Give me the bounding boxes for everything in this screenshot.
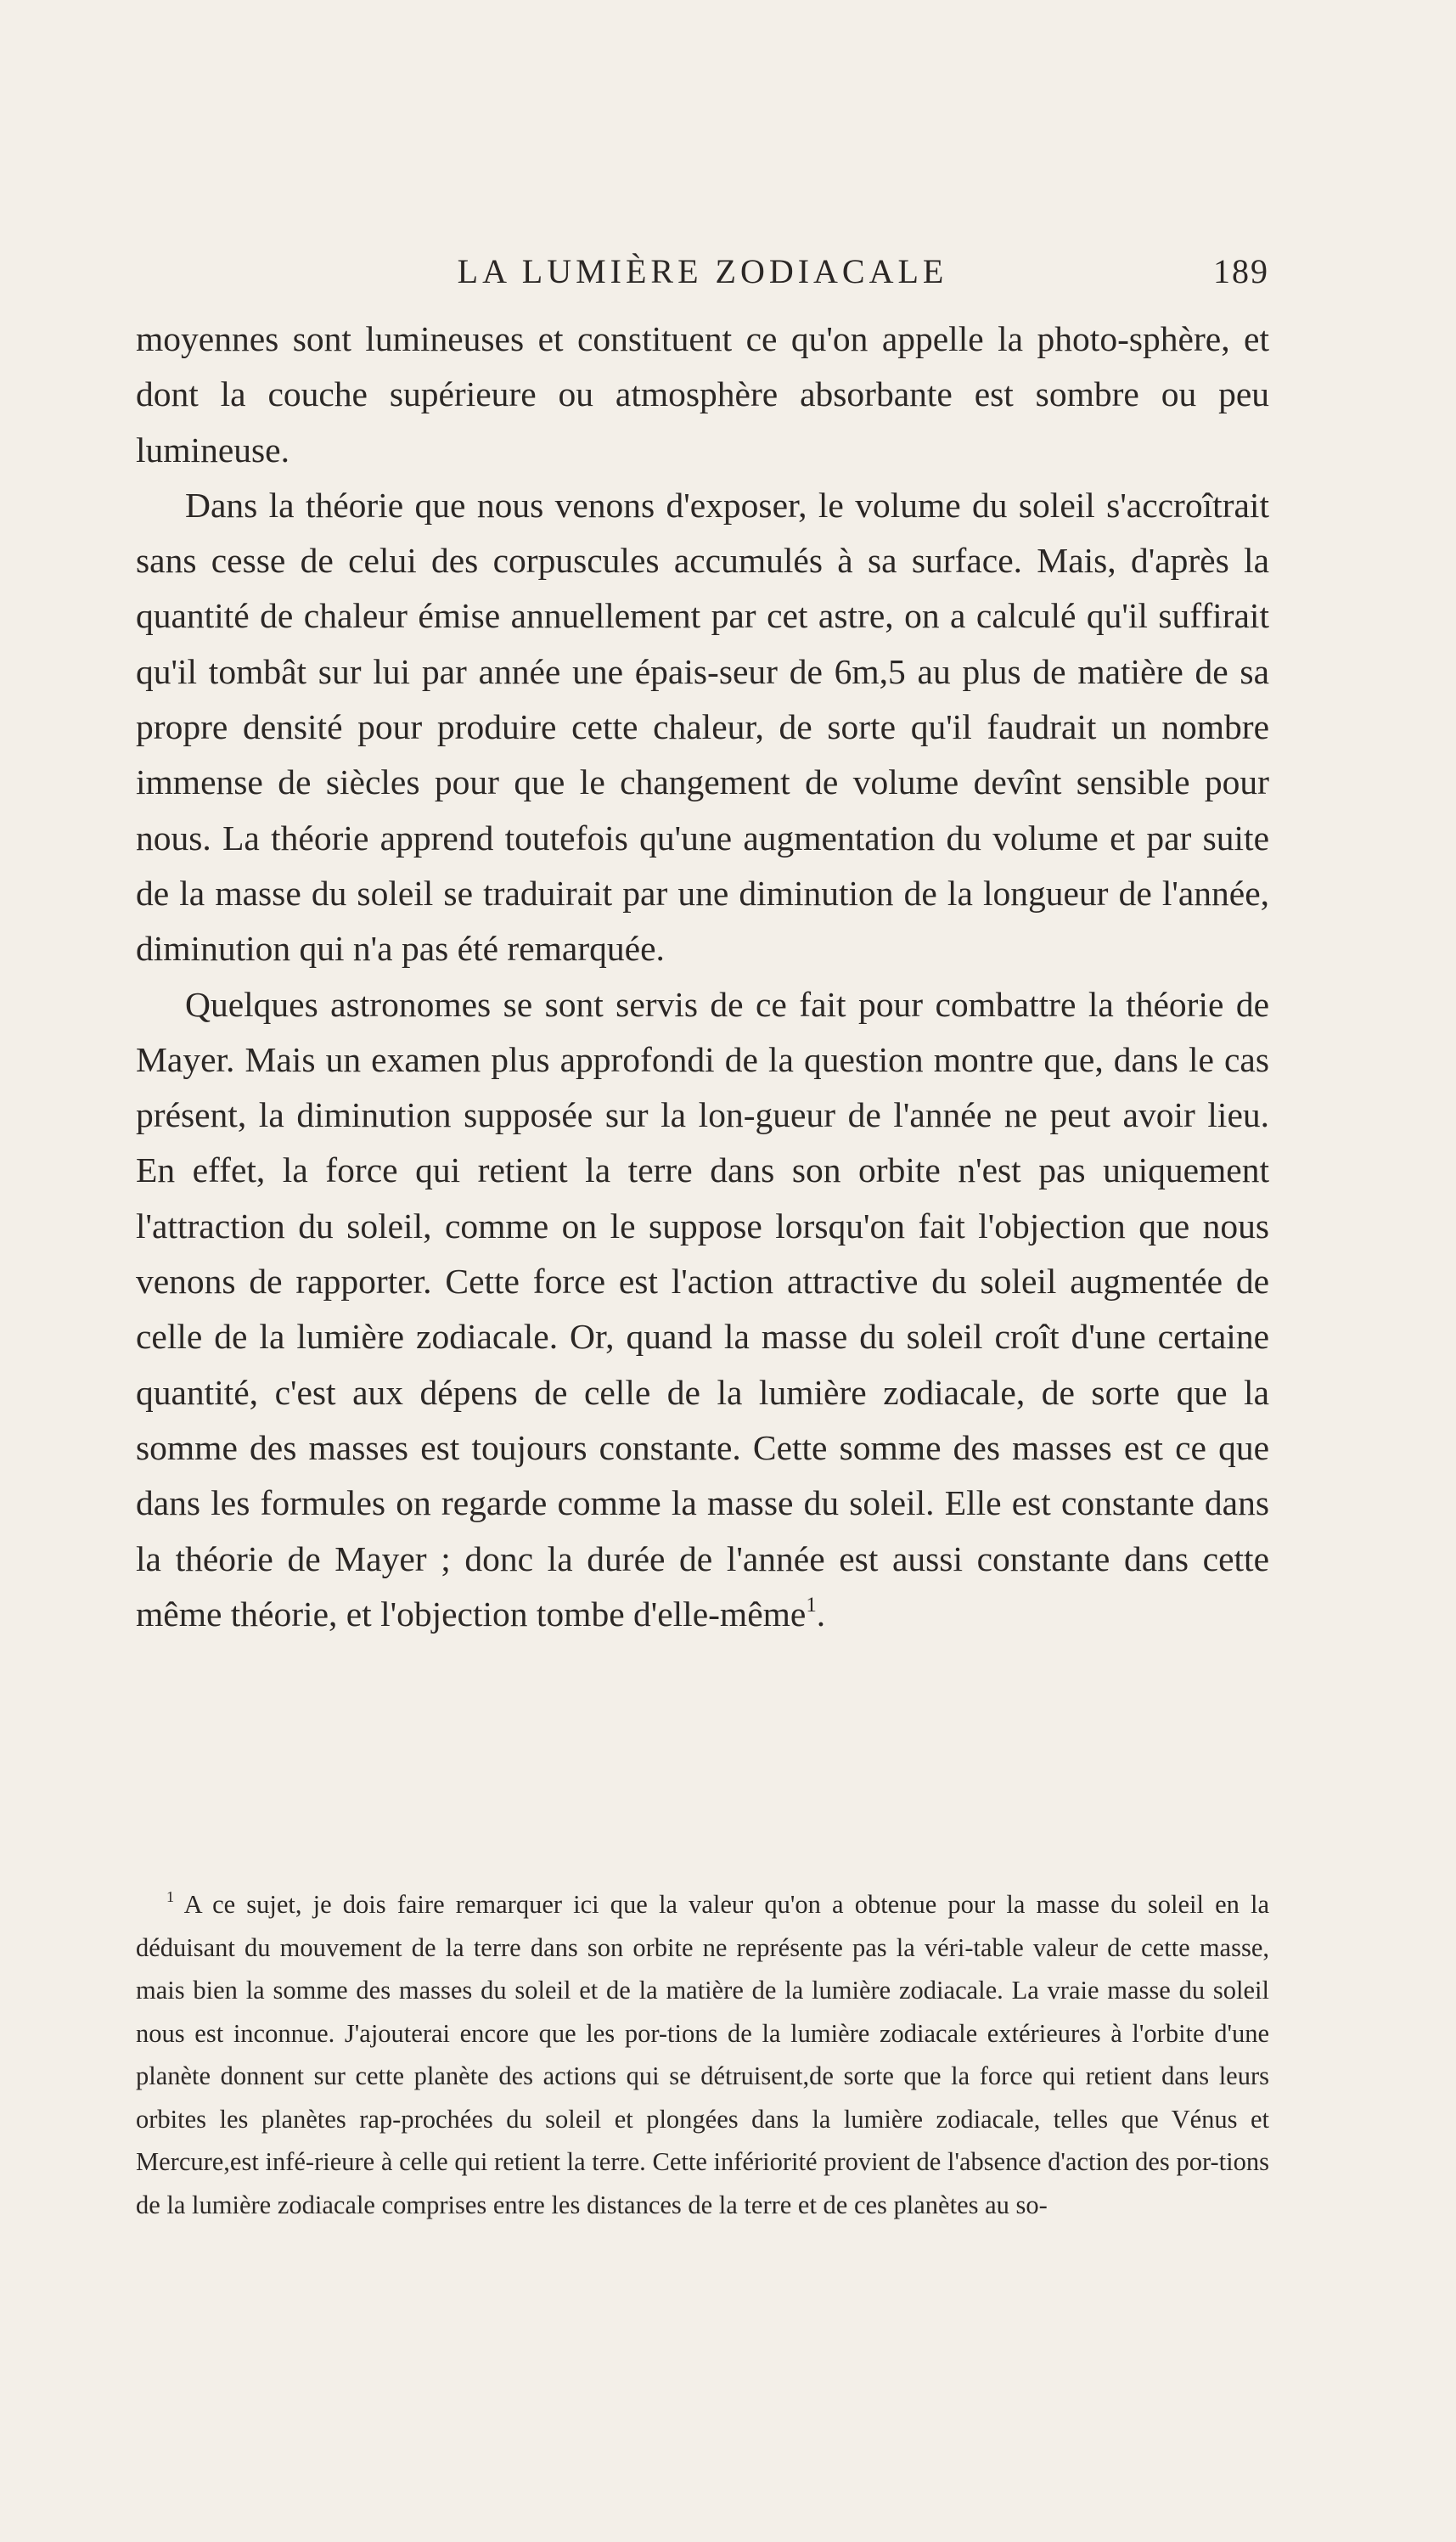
- running-head: [136, 251, 1269, 302]
- paragraph-3-text: Quelques astronomes se sont servis de ce fait pour combattre la théorie de Mayer. Mais un examen plus approfondi de la question montre que, dans le cas présent, la diminution supposée sur la lon-gueur de l'année ne peut avoir lieu. En effet, la force qui retient la terre dans son orbite n'est pas uniquement l'attraction du soleil, comme on le suppose lorsqu'on fait l'objection que nous venons de rapporter. Cette force est l'action attractive du soleil augmentée de celle de la lumière zodiacale. Or, quand la masse du soleil croît d'une certaine quantité, c'est aux dépens de celle de la lumière zodiacale, de sorte que la somme des masses est toujours constante. Cette somme des masses est ce que dans les formules on regarde comme la masse du soleil. Elle est constante dans la théorie de Mayer ; donc la durée de l'année est aussi constante dans cette même théorie, et l'objection tombe d'elle-même: [136, 984, 1269, 1634]
- footnote-text: A ce sujet, je dois faire remarquer ici que la valeur qu'on a obtenue pour la masse du soleil en la déduisant du mouvement de la terre dans son orbite ne représente pas la véri-table valeur de cette masse, mais bien la somme des masses du soleil et de la matière de la lumière zodiacale. La vraie masse du soleil nous est inconnue. J'ajouterai encore que les por-tions de la lumière zodiacale extérieures à l'orbite d'une planète donnent sur cette planète des actions qui se détruisent,de sorte que la force qui retient dans leurs orbites les planètes rap-prochées du soleil et plongées dans la lumière zodiacale, telles que Vénus et Mercure,est infé-rieure à celle qui retient la terre. Cette infériorité provient de l'absence d'action des por-tions de la lumière zodiacale comprises entre les distances de la terre et de ces planètes au so-: [136, 1890, 1269, 2219]
- paragraph-2: Dans la théorie que nous venons d'exposer, le volume du soleil s'accroîtrait sans cesse de celui des corpuscules accumulés à sa surface. Mais, d'après la quantité de chaleur émise annuellement par cet astre, on a calculé qu'il suffirait qu'il tombât sur lui par année une épais-seur de 6m,5 au plus de matière de sa propre densité pour produire cette chaleur, de sorte qu'il faudrait un nombre immense de siècles pour que le changement de volume devînt sensible pour nous. La théorie apprend toutefois qu'une augmentation du volume et par suite de la masse du soleil se traduirait par une diminution de la longueur de l'année, diminution qui n'a pas été remarquée.: [136, 485, 1269, 969]
- footnote-marker: 1: [166, 1888, 175, 1906]
- running-title: LA LUMIÈRE ZODIACALE: [457, 252, 948, 290]
- paragraph-3: Quelques astronomes se sont servis de ce fait pour combattre la théorie de Mayer. Mais un examen plus approfondi de la question montre que, dans le cas présent, la diminution supposée sur la lon-gueur de l'année ne peut avoir lieu. En effet, la force qui retient la terre dans son orbite n'est pas uniquement l'attraction du soleil, comme on le suppose lorsqu'on fait l'objection que nous venons de rapporter. Cette force est l'action attractive du soleil augmentée de celle de la lumière zodiacale. Or, quand la masse du soleil croît d'une certaine quantité, c'est aux dépens de celle de la lumière zodiacale, de sorte que la somme des masses est toujours constante. Cette somme des masses est ce que dans les formules on regarde comme la masse du soleil. Elle est constante dans la théorie de Mayer ; donc la durée de l'année est aussi constante dans cette même théorie, et l'objection tombe d'elle-même$^1$.: [136, 984, 1269, 1634]
- footnote: [136, 1883, 1269, 2226]
- paragraph-1: moyennes sont lumineuses et constituent ce qu'on appelle la photo-sphère, et dont la couche supérieure ou atmosphère absorbante est sombre ou peu lumineuse.: [136, 319, 1269, 470]
- footnote-block: [136, 1883, 1269, 2226]
- page-number: 189: [1213, 252, 1269, 290]
- footnote-reference: 1: [806, 1593, 817, 1617]
- body-text: [136, 312, 1269, 1642]
